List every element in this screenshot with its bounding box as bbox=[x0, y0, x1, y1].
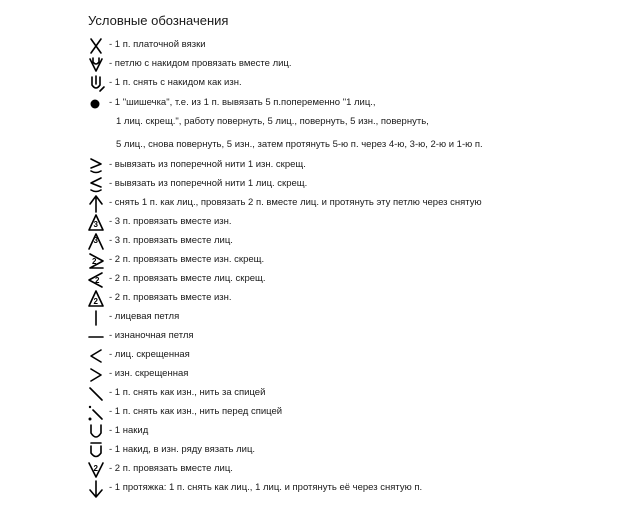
legend-row bbox=[84, 347, 614, 365]
legend-row bbox=[84, 404, 614, 422]
legend-row bbox=[84, 480, 614, 498]
legend-text: - изнаночная петля bbox=[109, 330, 194, 341]
legend-text-continuation: 1 лиц. скрещ.", работу повернуть, 5 лиц., повернуть, 5 изн., повернуть, bbox=[116, 116, 429, 127]
legend-row bbox=[84, 309, 614, 327]
legend-row bbox=[84, 56, 614, 74]
legend-row bbox=[84, 290, 614, 308]
legend-text: - 2 п. провязать вместе изн. скрещ. bbox=[109, 254, 265, 265]
legend-text: - лицевая петля bbox=[109, 311, 180, 322]
increase-knit-twisted-icon bbox=[84, 176, 108, 194]
legend-text: - 3 п. провязать вместе лиц. bbox=[109, 235, 233, 246]
legend-text: - вывязать из поперечной нити 1 изн. скрещ. bbox=[109, 159, 306, 170]
legend-text: - 2 п. провязать вместе лиц. скрещ. bbox=[109, 273, 266, 284]
legend-row bbox=[84, 461, 614, 479]
legend-text: - снять 1 п. как лиц., провязать 2 п. вместе лиц. и протянуть эту петлю через снятую bbox=[109, 197, 482, 208]
svg-text:3: 3 bbox=[93, 220, 98, 229]
central-decrease-icon bbox=[84, 195, 108, 213]
legend-text: - 1 п. платочной вязки bbox=[109, 39, 206, 50]
purl-twisted-icon bbox=[84, 366, 108, 384]
legend-text-continuation: 5 лиц., снова повернуть, 5 изн., затем протянуть 5-ю п. через 4-ю, 3-ю, 2-ю и 1-ю п. bbox=[116, 139, 483, 150]
legend-row bbox=[84, 271, 614, 289]
svg-text:3: 3 bbox=[93, 236, 98, 245]
yarn-over-icon bbox=[84, 423, 108, 441]
svg-text:2: 2 bbox=[95, 276, 100, 285]
knit-stitch-icon bbox=[84, 309, 108, 327]
legend-row bbox=[84, 75, 614, 93]
legend-text: - 3 п. провязать вместе изн. bbox=[109, 216, 232, 227]
legend-title: Условные обозначения bbox=[88, 13, 229, 28]
legend-row bbox=[84, 366, 614, 384]
slip-yarn-front-icon bbox=[84, 404, 108, 422]
purl-3-together-icon bbox=[84, 214, 108, 232]
legend-text: - петлю с накидом провязать вместе лиц. bbox=[109, 58, 292, 69]
legend-row bbox=[84, 423, 614, 441]
x-icon bbox=[84, 37, 108, 55]
legend-text: - 1 накид, в изн. ряду вязать лиц. bbox=[109, 444, 256, 455]
legend-text: - изн. скрещенная bbox=[109, 368, 189, 379]
knit-2-together-icon bbox=[84, 461, 108, 479]
legend-text: - 1 п. снять как изн., нить перед спицей bbox=[109, 406, 283, 417]
knit-3-together-icon bbox=[84, 233, 108, 251]
legend-row bbox=[84, 385, 614, 403]
legend-row bbox=[84, 195, 614, 213]
legend-row bbox=[84, 176, 614, 194]
legend-text: - 1 накид bbox=[109, 425, 149, 436]
legend-text: - 1 п. снять с накидом как изн. bbox=[109, 77, 242, 88]
purl-2-together-twisted-icon bbox=[84, 252, 108, 270]
legend-text: - вывязать из поперечной нити 1 лиц. скрещ. bbox=[109, 178, 308, 189]
knit-twisted-icon bbox=[84, 347, 108, 365]
legend-row bbox=[84, 157, 614, 175]
legend-row bbox=[84, 214, 614, 232]
bobble-icon bbox=[84, 95, 108, 113]
legend-row bbox=[84, 233, 614, 251]
legend-text: - лиц. скрещенная bbox=[109, 349, 190, 360]
knit-2-together-twisted-icon bbox=[84, 271, 108, 289]
legend-text: - 2 п. провязать вместе изн. bbox=[109, 292, 232, 303]
legend-row bbox=[84, 328, 614, 346]
increase-purl-twisted-icon bbox=[84, 157, 108, 175]
legend-row bbox=[84, 442, 614, 460]
purl-stitch-icon bbox=[84, 328, 108, 346]
svg-text:2: 2 bbox=[92, 257, 97, 266]
legend-text: - 1 протяжка: 1 п. снять как лиц., 1 лиц. и протянуть её через снятую п. bbox=[109, 482, 423, 493]
legend-text: - 1 п. снять как изн., нить за спицей bbox=[109, 387, 266, 398]
svg-text:2: 2 bbox=[93, 297, 98, 306]
legend-text: - 2 п. провязать вместе лиц. bbox=[109, 463, 233, 474]
purl-2-together-icon bbox=[84, 290, 108, 308]
slip-with-yarn-over-icon bbox=[84, 75, 108, 93]
pass-over-icon bbox=[84, 480, 108, 498]
double-yarn-over-icon bbox=[84, 56, 108, 74]
yarn-over-knit-icon bbox=[84, 442, 108, 460]
slip-yarn-back-icon bbox=[84, 385, 108, 403]
legend-row bbox=[84, 37, 614, 55]
svg-text:2: 2 bbox=[93, 464, 98, 473]
legend-row bbox=[84, 252, 614, 270]
legend-text: - 1 "шишечка", т.е. из 1 п. вывязать 5 п.попеременно "1 лиц., bbox=[109, 97, 376, 108]
